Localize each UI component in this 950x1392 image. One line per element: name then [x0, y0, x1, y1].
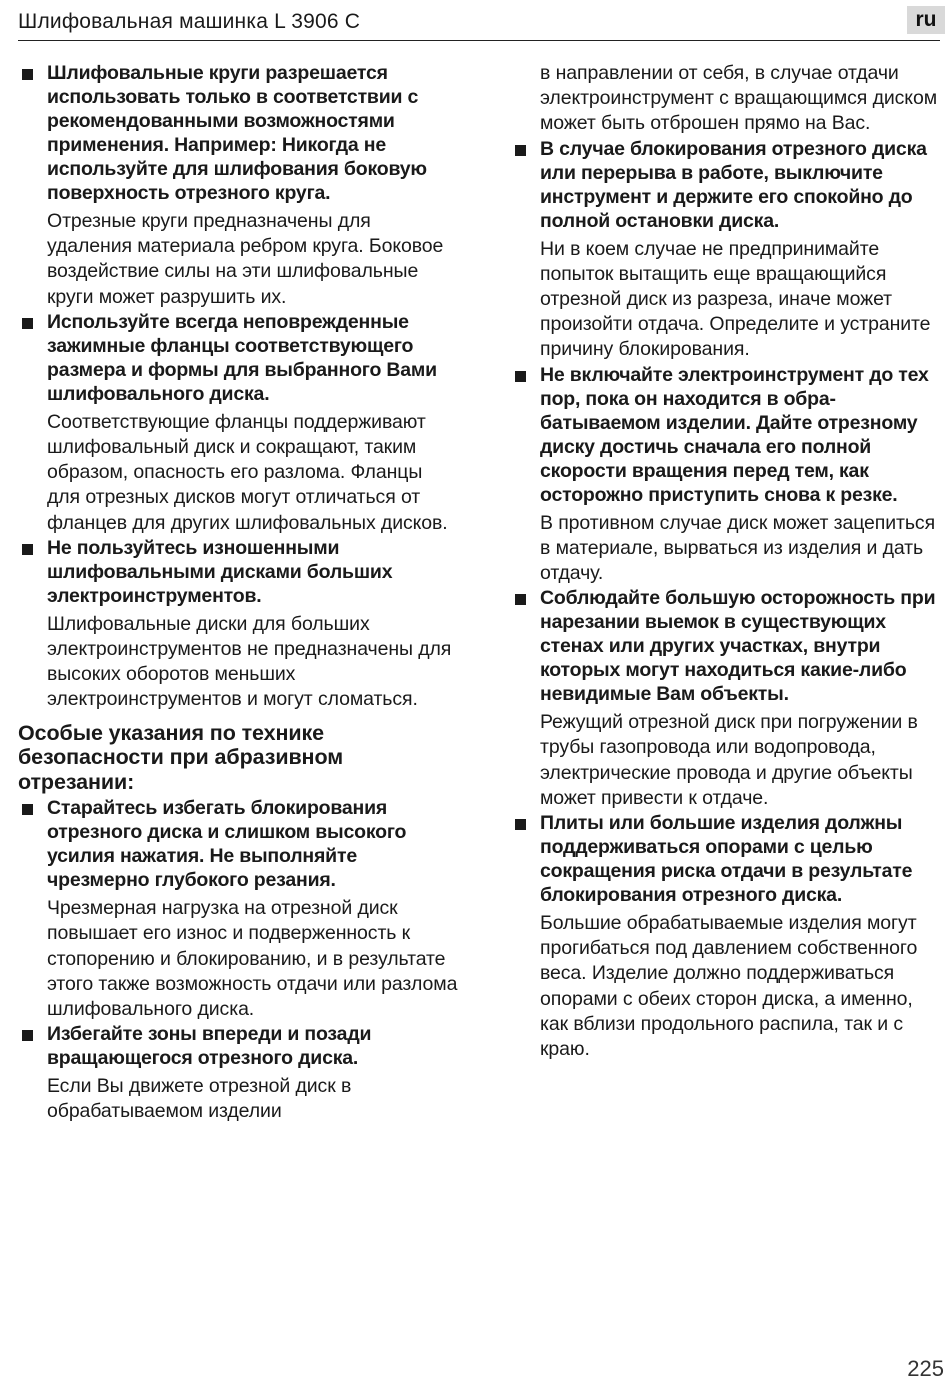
- explanation-text: Отрезные круги предназначены для удаления материала ребром круга. Боковое воздействие силы на эти шлифовальные круги может разрушить их.: [47, 210, 444, 308]
- warning-text: Избегайте зоны впереди и позади вращающегося отрезного диска.: [47, 1023, 372, 1070]
- explanation-text: Ни в коем случае не предпринимайте попыток вытащить еще вращающийся отрезной диск из разреза, иначе может произойти отдача. Определите и устраните причину блокирования.: [540, 237, 931, 361]
- warning-text: Шлифовальные круги разрешается использовать только в соответствии с рекомендованными возможностями применения. Например: Никогда не используйте для шлифования боковую поверхность отрезного круга.: [47, 62, 427, 204]
- explanation-text: Соответствующие фланцы поддерживают шлифовальный диск и сокращают, таким образом, опасность его разлома. Фланцы для отрезных дисков могут отличаться от фланцев для других шлифовальных дисков.: [47, 410, 448, 534]
- section-heading: Особые указания по технике безопасности при абразивном отрезании:: [18, 720, 343, 794]
- square-bullet-icon: [22, 318, 33, 329]
- warning-text: Используйте всегда неповрежденные зажимные фланцы соответствующего размера и формы для выбранного Вами шлифовального диска.: [47, 310, 437, 405]
- page-number: 225: [907, 1356, 944, 1381]
- explanation-text: Шлифовальные диски для больших электроинструментов не предназначены для высоких оборотов меньших электроинструментов и могут сломаться.: [47, 612, 452, 711]
- square-bullet-icon: [515, 819, 526, 830]
- explanation-text: Режущий отрезной диск при погружении в трубы газопровода или водопровода, электрические провода и другие объекты может привести к отдаче.: [540, 711, 918, 809]
- safety-item: [18, 536, 458, 713]
- square-bullet-icon: [22, 1030, 33, 1041]
- left-column: [18, 61, 458, 1125]
- language-badge: ru: [907, 6, 945, 34]
- page-title: Шлифовальная машинка L 3906 C: [18, 10, 361, 33]
- warning-text: В случае блокирования отрезного диска или перерыва в работе, выключите инструмент и держите его спокойно до полной остановки диска.: [540, 137, 927, 232]
- safety-item: [511, 811, 945, 1062]
- safety-item: [511, 137, 945, 363]
- square-bullet-icon: [515, 371, 526, 382]
- safety-item: [511, 586, 945, 811]
- explanation-text: Если Вы движете отрезной диск в обрабатываемом изделии: [47, 1075, 352, 1123]
- warning-text: Старайтесь избегать блокирования отрезного диска и слишком высокого усилия нажатия. Не выполняйте чрезмерно глубокого резания.: [47, 797, 407, 892]
- safety-item: [511, 363, 945, 587]
- square-bullet-icon: [22, 804, 33, 815]
- warning-text: Плиты или большие изделия должны поддерживаться опорами с целью сокращения риска отдачи в результате блокирования отрезного диска.: [540, 812, 913, 907]
- square-bullet-icon: [515, 145, 526, 156]
- safety-item: [18, 310, 458, 536]
- warning-text: Не включайте электроинструмент до тех пор, пока он находится в обрабатываемом изделии. Дайте отрезному диску достичь сначала его полной скорости вращения перед тем, как осторожно приступить снова к резке.: [540, 363, 929, 506]
- warning-text: Не пользуйтесь изношенными шлифовальными дисками больших электроинструментов.: [47, 536, 393, 607]
- square-bullet-icon: [22, 544, 33, 555]
- header-divider: [18, 40, 940, 41]
- square-bullet-icon: [515, 594, 526, 605]
- safety-item: [18, 1022, 458, 1124]
- explanation-text: Чрезмерная нагрузка на отрезной диск повышает его износ и подверженность к стопорению и блокированию, и в результате этого также возможность отдачи или разлома шлифовального диска.: [47, 897, 458, 1020]
- continuation-text: в направлении от себя, в случае отдачи электроинструмент с вращающимся диском может быть отброшен прямо на Вас.: [540, 62, 938, 135]
- square-bullet-icon: [22, 69, 33, 80]
- explanation-text: Большие обрабатываемые изделия могут прогибаться под давлением собственного веса. Изделие должно поддерживаться опорами с обеих сторон диска, а именно, как вблизи продольного распила, так и с краю.: [540, 912, 918, 1061]
- right-column: [511, 61, 945, 1062]
- explanation-text: В противном случае диск может зацепиться в материале, вырваться из изделия и дать отдачу.: [540, 511, 936, 585]
- safety-item: [18, 61, 458, 310]
- warning-text: Соблюдайте большую осторожность при нарезании выемок в существующих стенах или других участках, внутри которых могут находиться какие-либо невидимые Вам объекты.: [540, 587, 936, 706]
- safety-item: [18, 796, 458, 1022]
